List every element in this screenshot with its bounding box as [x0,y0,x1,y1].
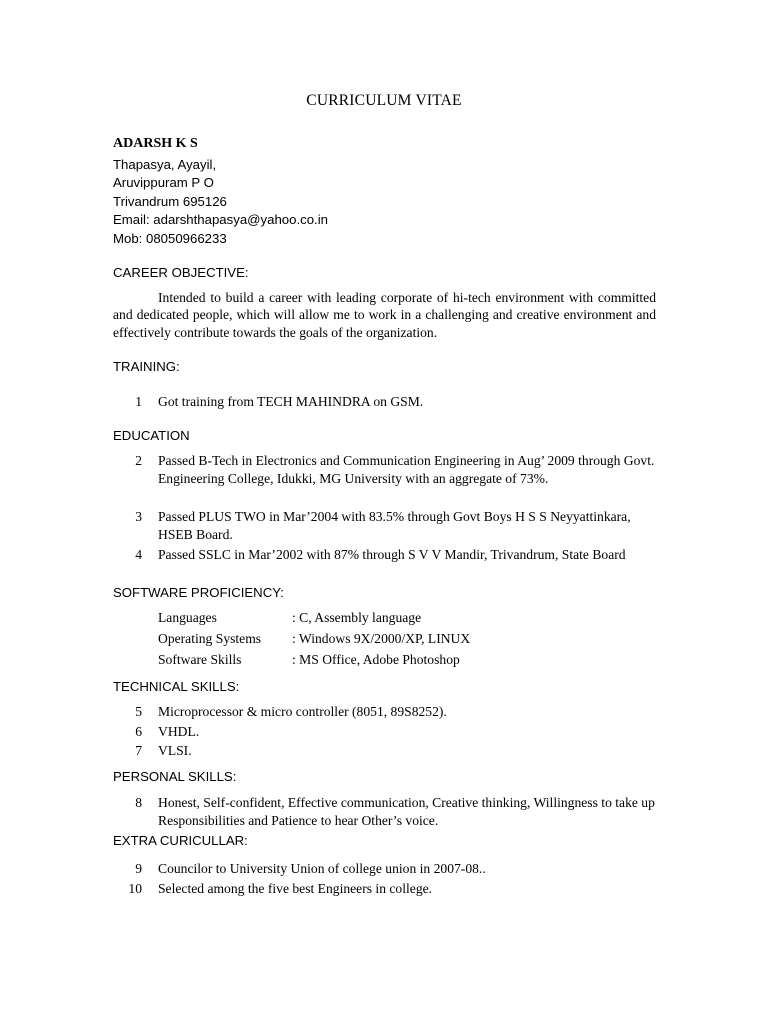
education-heading: EDUCATION [113,428,190,443]
list-item-text: Passed SSLC in Mar’2002 with 87% through S V V Mandir, Trivandrum, State Board [158,547,626,562]
contact-block [113,156,328,248]
software-row-value: : Windows 9X/2000/XP, LINUX [292,631,471,646]
extra-curricular-heading: EXTRA CURICULLAR: [113,833,248,848]
list-item-text: VLSI. [158,743,192,758]
list-item-number: 9 [135,861,142,876]
list-item-number: 3 [135,509,142,524]
address-line-1: Thapasya, Ayayil, [113,157,217,172]
software-proficiency-heading: SOFTWARE PROFICIENCY: [113,585,284,600]
list-item-number: 7 [135,743,142,758]
list-item-number: 8 [135,795,142,810]
list-item-text: Got training from TECH MAHINDRA on GSM. [158,394,424,409]
list-item-text: Passed PLUS TWO in Mar’2004 with 83.5% through Govt Boys H S S Neyyattinkara, HSEB Board. [158,509,631,542]
address-line-2: Aruvippuram P O [113,175,214,191]
list-item-number: 1 [135,394,142,409]
software-row-label: Operating Systems [158,631,262,646]
career-objective-text: Intended to build a career with leading corporate of hi-tech environment with committed and dedicated people, which will allow me to work in a challenging and creative environment and effectively contribute towards the goals of the organization. [113,290,656,340]
list-item-number: 4 [135,547,142,562]
list-item-text: Passed B-Tech in Electronics and Communication Engineering in Aug’ 2009 through Govt. Engineering College, Idukki, MG University with an aggregate of 73%. [158,453,655,486]
list-item-text: Selected among the five best Engineers in college. [158,881,433,896]
document-title: CURRICULUM VITAE [306,92,462,109]
list-item-number: 10 [128,881,142,896]
career-objective-heading: CAREER OBJECTIVE: [113,265,249,280]
email-line: Email: adarshthapasya@yahoo.co.in [113,212,328,228]
list-item-text: VHDL. [158,724,200,739]
software-row-value: : MS Office, Adobe Photoshop [292,652,460,667]
personal-skills-heading: PERSONAL SKILLS: [113,769,237,784]
candidate-name: ADARSH K S [113,136,198,151]
list-item-number: 2 [135,453,142,468]
technical-skills-heading: TECHNICAL SKILLS: [113,679,240,694]
list-item-number: 6 [135,724,142,739]
training-heading: TRAINING: [113,359,180,374]
address-line-3: Trivandrum 695126 [113,193,227,209]
software-row-value: : C, Assembly language [292,610,422,625]
list-item-number: 5 [135,704,142,719]
software-row-label: Languages [158,610,217,625]
list-item-text: Honest, Self-confident, Effective communication, Creative thinking, Willingness to take up Responsibilities and Patience to hear Other’s voice. [158,795,655,828]
list-item-text: Councilor to University Union of college union in 2007-08.. [158,861,486,876]
software-row-label: Software Skills [158,652,242,667]
list-item-text: Microprocessor & micro controller (8051, 89S8252). [158,704,447,719]
mobile-line: Mob: 08050966233 [113,230,227,246]
